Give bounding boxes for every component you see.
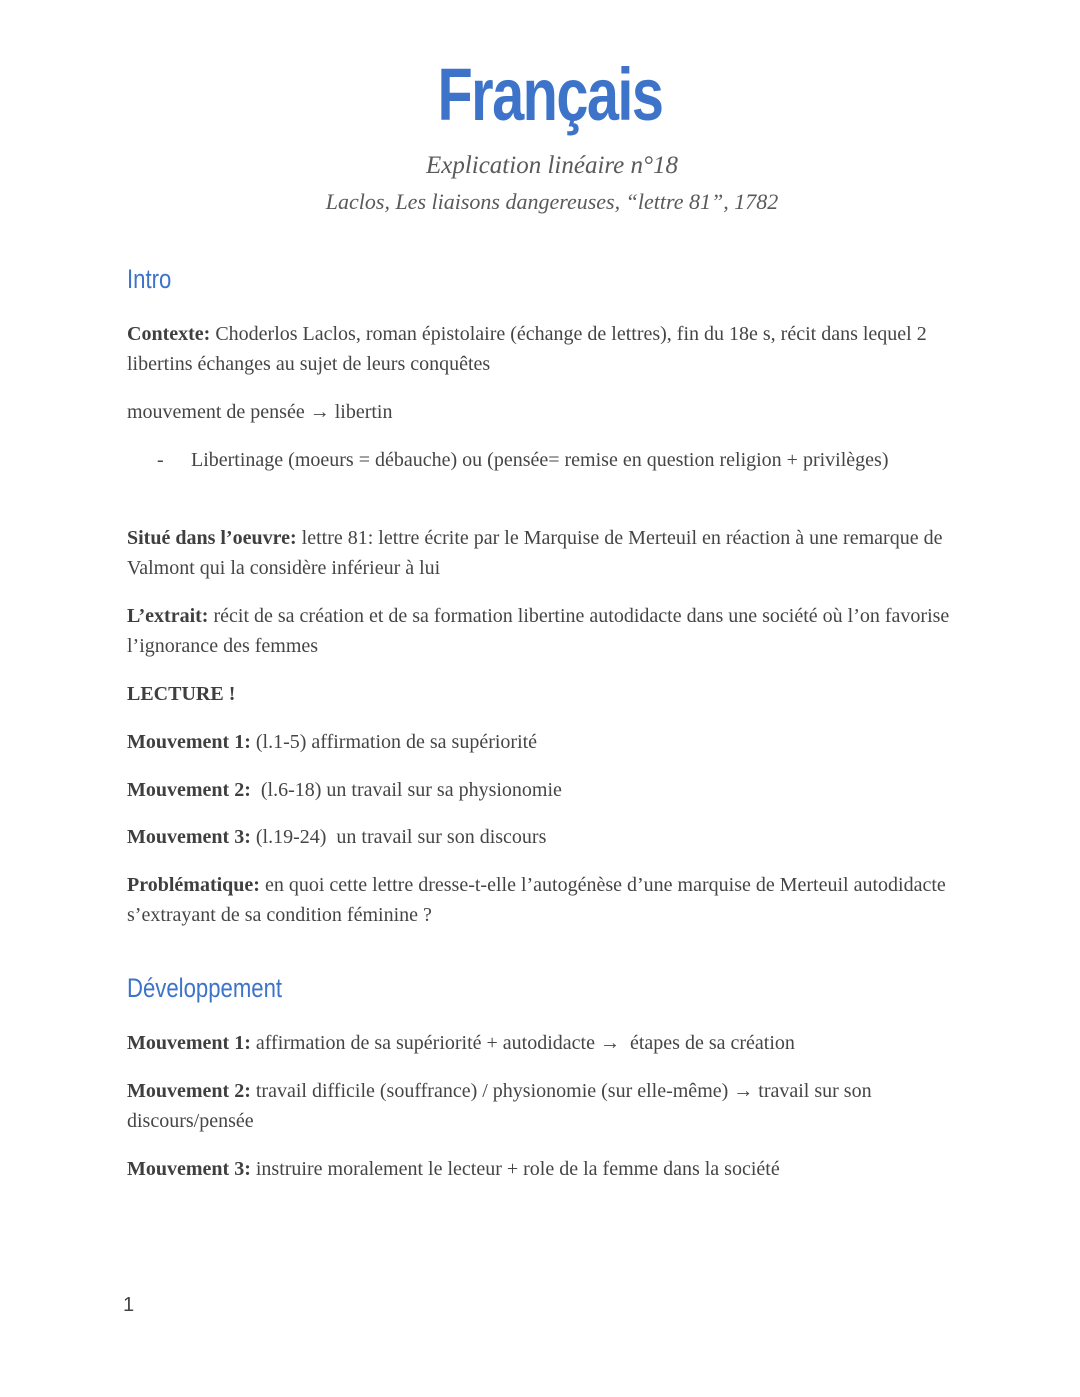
- label-intro-mouvement-3: Mouvement 3:: [127, 826, 251, 848]
- label-intro-mouvement-2: Mouvement 2:: [127, 779, 251, 801]
- paragraph-intro-mouvement-2: [127, 775, 987, 805]
- label-intro-mouvement-1: Mouvement 1:: [127, 731, 251, 753]
- section-heading-developpement: Développement: [127, 973, 283, 1003]
- paragraph-dev-mouvement-2: [127, 1076, 987, 1136]
- text-intro-mouvement-3: (l.19-24) un travail sur son discours: [250, 826, 547, 848]
- text-situe: lettre 81: lettre écrite par le Marquise de Merteuil en réaction à une remarque de Valmont qui la considère inférieur à lui: [127, 527, 943, 579]
- label-contexte: Contexte:: [127, 323, 211, 345]
- label-dev-mouvement-3: Mouvement 3:: [127, 1158, 251, 1180]
- document-title: Français: [437, 53, 663, 136]
- text-intro-mouvement-1: (l.1-5) affirmation de sa supériorité: [250, 731, 538, 753]
- paragraph-lecture: [127, 679, 987, 709]
- label-dev-mouvement-2: Mouvement 2:: [127, 1080, 251, 1102]
- paragraph-intro-mouvement-3: [127, 822, 987, 852]
- section-heading-intro: Intro: [127, 264, 172, 294]
- paragraph-problematique: [127, 870, 987, 930]
- label-situe: Situé dans l’oeuvre:: [127, 527, 297, 549]
- label-dev-mouvement-1: Mouvement 1:: [127, 1032, 251, 1054]
- paragraph-dev-mouvement-1: [127, 1028, 987, 1058]
- paragraph-situe: [127, 523, 987, 583]
- paragraph-dev-mouvement-3: [127, 1154, 987, 1184]
- bullet-text: Libertinage (moeurs = débauche) ou (pensée= remise en question religion + privilèges): [191, 449, 889, 471]
- text-extrait: récit de sa création et de sa formation libertine autodidacte dans une société où l’on favorise l’ignorance des femmes: [127, 605, 950, 657]
- page-number: 1: [123, 1294, 135, 1316]
- text-intro-mouvement-2: (l.6-18) un travail sur sa physionomie: [250, 779, 562, 801]
- document-subtitle: Explication linéaire n°18: [425, 152, 679, 179]
- text-dev-mouvement-1: affirmation de sa supériorité + autodidacte → étapes de sa création: [250, 1032, 795, 1054]
- label-problematique: Problématique:: [127, 874, 260, 896]
- paragraph-contexte: [127, 319, 987, 379]
- document-source: Laclos, Les liaisons dangereuses, “lettre 81”, 1782: [325, 189, 779, 214]
- text-contexte: Choderlos Laclos, roman épistolaire (échange de lettres), fin du 18e s, récit dans lequel 2 libertins échanges au sujet de leurs conquêtes: [127, 323, 927, 375]
- text-dev-mouvement-2: travail difficile (souffrance) / physionomie (sur elle-même) → travail sur son discours/pensée: [127, 1080, 872, 1132]
- paragraph-mouvement-pensee: mouvement de pensée → libertin: [127, 401, 393, 423]
- text-dev-mouvement-3: instruire moralement le lecteur + role de la femme dans la société: [250, 1158, 780, 1180]
- list-item: [157, 445, 917, 475]
- bullet-dash: -: [157, 449, 164, 471]
- paragraph-extrait: [127, 601, 987, 661]
- text-problematique: en quoi cette lettre dresse-t-elle l’autogénèse d’une marquise de Merteuil autodidacte s’extrayant de sa condition féminine ?: [127, 874, 946, 926]
- paragraph-intro-mouvement-1: [127, 727, 987, 757]
- label-lecture: LECTURE !: [127, 683, 236, 705]
- label-extrait: L’extrait:: [127, 605, 209, 627]
